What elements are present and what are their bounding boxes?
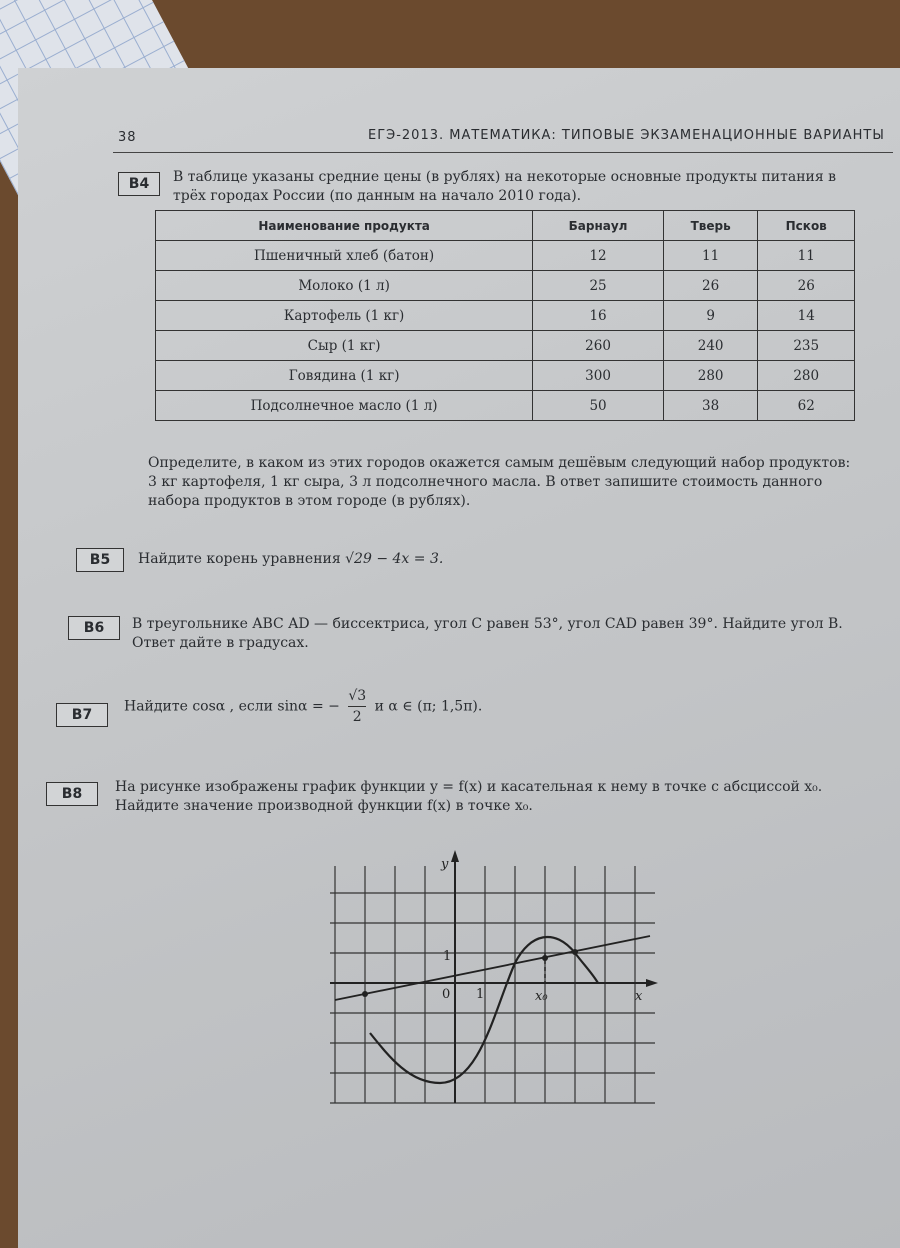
header-rule xyxy=(113,152,893,153)
column-header: Барнаул xyxy=(533,211,664,241)
table-cell: 14 xyxy=(758,301,855,331)
table-cell: 11 xyxy=(663,241,758,271)
table-cell: 26 xyxy=(663,271,758,301)
table-cell: 38 xyxy=(663,391,758,421)
origin-label: 0 xyxy=(442,987,451,1002)
table-cell: 16 xyxy=(533,301,664,331)
fraction-numerator: √3 xyxy=(348,686,366,707)
question-label-b8: B8 xyxy=(46,782,98,806)
function-graph xyxy=(330,848,660,1108)
table-header-row xyxy=(156,211,855,241)
table-cell: Подсолнечное масло (1 л) xyxy=(156,391,533,421)
x-axis-arrow-icon xyxy=(646,979,658,987)
table-row xyxy=(156,241,855,271)
axes xyxy=(330,853,655,1103)
column-header: Наименование продукта xyxy=(156,211,533,241)
grid-lines xyxy=(330,866,655,1103)
x-axis-label: x xyxy=(635,989,643,1004)
table-cell: Картофель (1 кг) xyxy=(156,301,533,331)
table-row xyxy=(156,391,855,421)
table-cell: 50 xyxy=(533,391,664,421)
column-header: Псков xyxy=(758,211,855,241)
table-cell: Пшеничный хлеб (батон) xyxy=(156,241,533,271)
table-cell: Молоко (1 л) xyxy=(156,271,533,301)
b5-formula: √29 − 4x = 3. xyxy=(345,551,444,567)
question-label-b7: B7 xyxy=(56,703,108,727)
exam-page xyxy=(18,68,900,1248)
b7-question xyxy=(124,686,844,727)
table-cell: 9 xyxy=(663,301,758,331)
table-row xyxy=(156,361,855,391)
table-cell: 26 xyxy=(758,271,855,301)
table-cell: Говядина (1 кг) xyxy=(156,361,533,391)
table-cell: 235 xyxy=(758,331,855,361)
function-curve xyxy=(370,937,598,1083)
fraction-denominator: 2 xyxy=(352,709,362,725)
running-title: ЕГЭ-2013. МАТЕМАТИКА: ТИПОВЫЕ ЭКЗАМЕНАЦИОННЫЕ ВАРИАНТЫ xyxy=(368,128,885,143)
x0-label: x₀ xyxy=(535,989,548,1004)
b4-intro: В таблице указаны средние цены (в рублях) на некоторые основные продукты питания в трёх городах России (по данным на начало 2010 года). xyxy=(173,169,837,204)
y-unit-label: 1 xyxy=(443,949,452,964)
b5-text: Найдите корень уравнения xyxy=(138,551,341,567)
question-label-b6: B6 xyxy=(68,616,120,640)
page-number: 38 xyxy=(118,130,137,145)
table-row xyxy=(156,331,855,361)
table-cell: 62 xyxy=(758,391,855,421)
table-cell: 280 xyxy=(758,361,855,391)
table-cell: 260 xyxy=(533,331,664,361)
b7-fraction xyxy=(348,686,366,727)
question-label-b5: B5 xyxy=(76,548,124,572)
tangent-point-marker xyxy=(362,991,368,997)
b7-text-a: Найдите cosα , если sinα = − xyxy=(124,698,340,715)
table-row xyxy=(156,271,855,301)
b8-question: На рисунке изображены график функции y = f(x) и касательная к нему в точке с абсциссой x₀. Найдите значение производной функции f(x) в точке x₀. xyxy=(115,779,823,814)
b7-text-b: и α ∈ (π; 1,5π). xyxy=(374,698,483,715)
table-cell: 300 xyxy=(533,361,664,391)
table-cell: 25 xyxy=(533,271,664,301)
y-axis-arrow-icon xyxy=(451,850,459,862)
b4-question: Определите, в каком из этих городов окажется самым дешёвым следующий набор продуктов: 3 кг картофеля, 1 кг сыра, 3 л подсолнечного масла. В ответ запишите стоимость данного набора продуктов в этом городе (в рублях). xyxy=(148,455,851,509)
b6-question: В треугольнике ABC AD — биссектриса, угол C равен 53°, угол CAD равен 39°. Найдите угол B. Ответ дайте в градусах. xyxy=(132,616,843,651)
tangent-line xyxy=(335,936,650,1000)
y-axis-label: y xyxy=(441,857,449,872)
b5-question xyxy=(138,550,838,569)
x-unit-label: 1 xyxy=(476,987,485,1002)
price-table xyxy=(155,210,855,421)
table-cell: 240 xyxy=(663,331,758,361)
column-header: Тверь xyxy=(663,211,758,241)
question-label-b4: B4 xyxy=(118,172,160,196)
tangent-point-marker xyxy=(572,949,578,955)
table-cell: Сыр (1 кг) xyxy=(156,331,533,361)
table-cell: 12 xyxy=(533,241,664,271)
table-row xyxy=(156,301,855,331)
table-cell: 11 xyxy=(758,241,855,271)
table-cell: 280 xyxy=(663,361,758,391)
tangency-point-marker xyxy=(542,955,548,961)
